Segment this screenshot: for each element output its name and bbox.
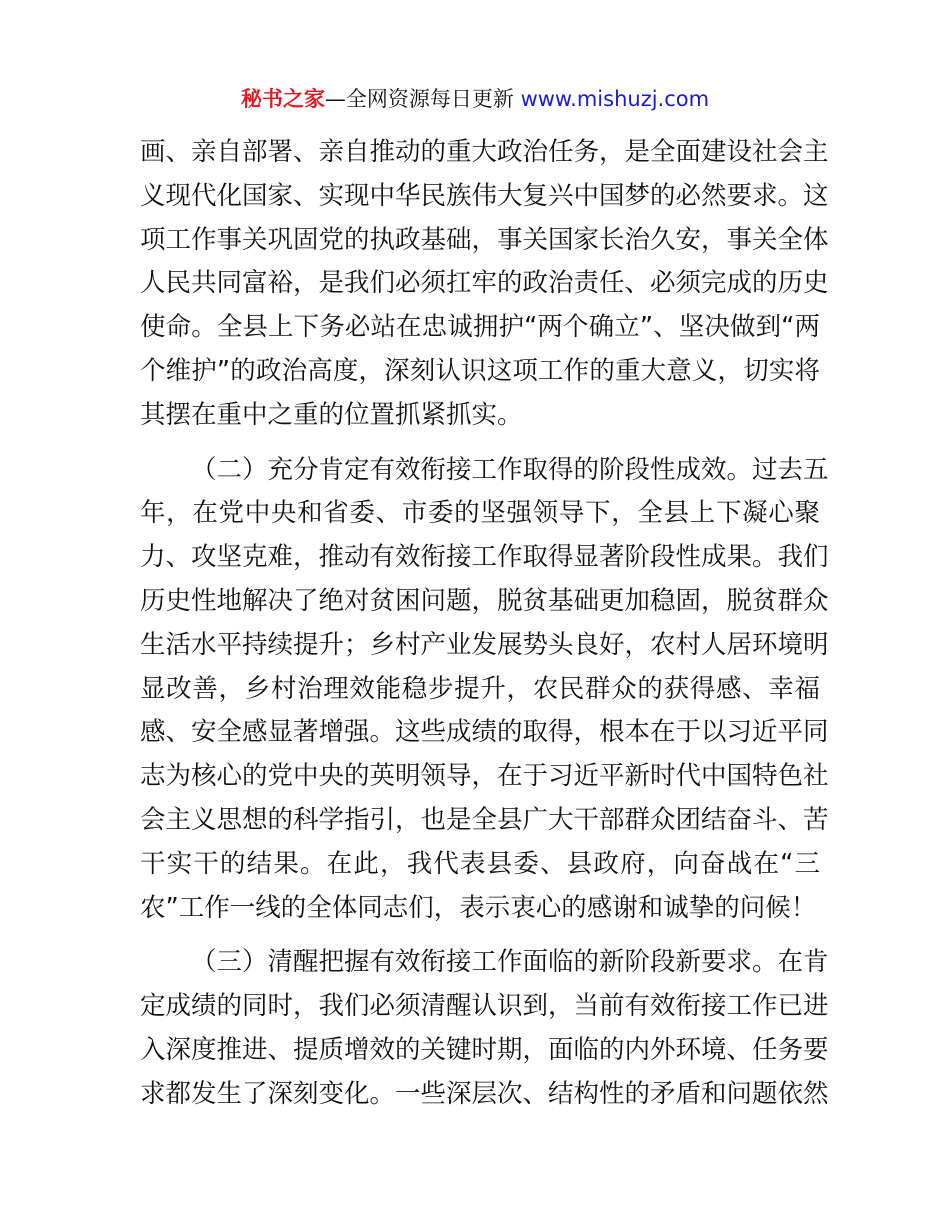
text-line: 定成绩的同时，我们必须清醒认识到，当前有效衔接工作已进 (140, 991, 829, 1022)
text-line: 感、安全感显著增强。这些成绩的取得，根本在于以习近平同 (140, 717, 829, 748)
text-line: 年，在党中央和省委、市委的坚强领导下，全县上下凝心聚 (140, 498, 820, 529)
text-line: 个维护”的政治高度，深刻认识这项工作的重大意义，切实将 (140, 355, 820, 386)
text-line: （二）充分肯定有效衔接工作取得的阶段性成效。过去五 (191, 454, 829, 485)
text-line: 干实干的结果。在此，我代表县委、县政府，向奋战在“三 (140, 848, 820, 879)
page-header (0, 84, 950, 114)
text-line: 义现代化国家、实现中华民族伟大复兴中国梦的必然要求。这 (140, 180, 829, 211)
site-url[interactable]: www.mishuzj.com (520, 87, 710, 111)
text-line: 历史性地解决了绝对贫困问题，脱贫基础更加稳固，脱贫群众 (140, 585, 829, 616)
paragraph (140, 131, 829, 438)
text-line: 农”工作一线的全体同志们，表示衷心的感谢和诚挚的问候！ (140, 892, 817, 923)
text-line: 使命。全县上下务必站在忠诚拥护“两个确立”、坚决做到“两 (140, 312, 820, 343)
text-line: 项工作事关巩固党的执政基础，事关国家长治久安，事关全体 (140, 224, 829, 255)
brand-name: 秘书之家 (240, 87, 325, 111)
text-line: 其摆在重中之重的位置抓紧抓实。 (140, 399, 523, 430)
paragraph (140, 941, 829, 1116)
text-line: 人民共同富裕，是我们必须扛牢的政治责任、必须完成的历史 (140, 268, 829, 299)
text-line: 画、亲自部署、亲自推动的重大政治任务，是全面建设社会主 (140, 137, 829, 167)
text-line: 入深度推进、提质增效的关键时期，面临的内外环境、任务要 (140, 1034, 829, 1065)
text-line: 显改善，乡村治理效能稳步提升，农民群众的获得感、幸福 (140, 673, 820, 704)
document-body (140, 131, 829, 1117)
paragraph (140, 449, 829, 931)
header-tagline: —全网资源每日更新 (324, 87, 521, 111)
text-line: 力、攻坚克难，推动有效衔接工作取得显著阶段性成果。我们 (140, 542, 829, 573)
text-line: 会主义思想的科学指引，也是全县广大干部群众团结奋斗、苦 (140, 804, 829, 835)
text-line: （三）清醒把握有效衔接工作面临的新阶段新要求。在肯 (191, 947, 829, 978)
text-line: 求都发生了深刻变化。一些深层次、结构性的矛盾和问题依然 (140, 1078, 829, 1109)
text-line: 志为核心的党中央的英明领导，在于习近平新时代中国特色社 (140, 761, 829, 792)
text-line: 生活水平持续提升；乡村产业发展势头良好，农村人居环境明 (140, 629, 829, 660)
